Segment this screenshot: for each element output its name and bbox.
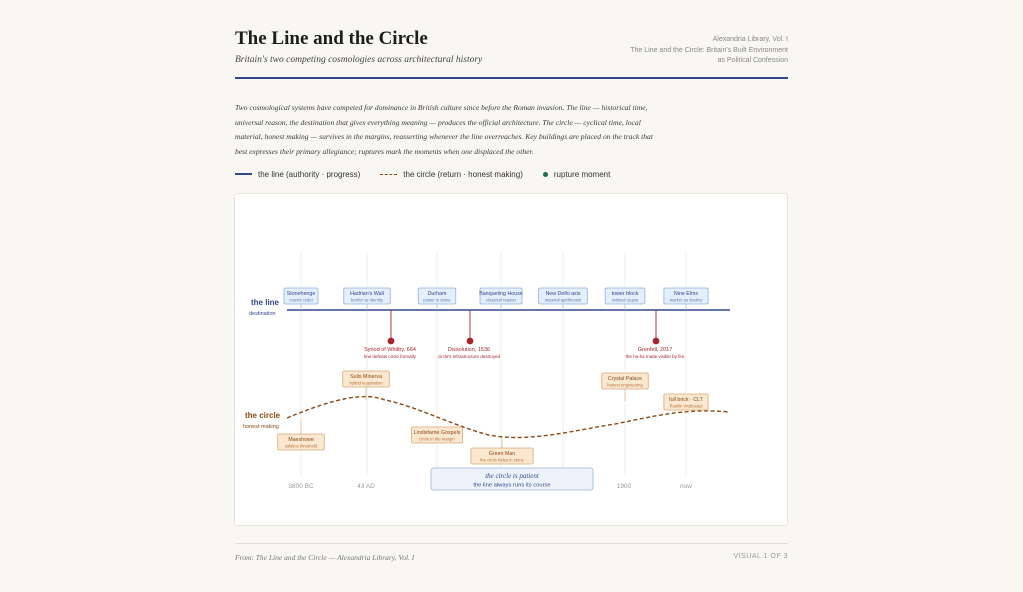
rupture-dot <box>388 338 395 345</box>
timeline-diagram <box>235 194 788 526</box>
legend-line-swatch <box>235 173 252 175</box>
axis-tick-label: 3800 BC <box>288 483 314 490</box>
legend-item-rupture <box>543 170 610 179</box>
legend-rupture-dot <box>543 172 548 177</box>
quote-text: the circle is patient <box>485 472 539 480</box>
line-item-sub: border as identity <box>350 297 384 303</box>
line-item-sub: market as destiny <box>669 297 703 303</box>
line-item-name: Stonehenge <box>286 291 316 297</box>
rupture-label: Grenfell, 2017 <box>637 347 673 353</box>
footer-rule <box>235 543 788 544</box>
circle-item-name: Crystal Palace <box>607 376 643 382</box>
footer-source: From: The Line and the Circle — Alexandria Library, Vol. I <box>235 553 415 562</box>
rupture-label: Synod of Whitby, 664 <box>364 347 416 353</box>
axis-tick-label: now <box>680 483 692 490</box>
circle-item-name: full brick · CLT <box>669 397 703 403</box>
circle-item-name: Lindisfarne Gospels <box>413 430 461 436</box>
meta-line: as Political Confession <box>717 57 788 64</box>
line-item-name: Banqueting House <box>479 291 523 297</box>
circle-item-sub: hybrid negotiation <box>349 380 383 386</box>
circle-item-sub: solstice threshold <box>284 443 318 449</box>
legend-circle-swatch <box>380 174 397 175</box>
line-item-sub: power in stone <box>423 297 451 303</box>
rupture-sublabel: line defeats circle formally <box>364 354 416 359</box>
footer-page-indicator: VISUAL 1 OF 3 <box>733 553 788 560</box>
publication-meta <box>630 35 788 67</box>
meta-line: The Line and the Circle: Britain's Built Environment <box>630 46 788 54</box>
line-item-sub: classical reason <box>486 297 516 303</box>
circle-track-sublabel: honest making <box>243 424 279 430</box>
line-item-name: New Delhi axis <box>545 291 581 297</box>
page-subtitle: Britain's two competing cosmologies across architectural history <box>235 55 483 65</box>
line-item-name: Nine Elms <box>673 291 699 297</box>
circle-item-sub: circle in the margin <box>419 436 455 442</box>
legend-label: the circle (return · honest making) <box>403 169 523 179</box>
intro-paragraph: Two cosmological systems have competed for dominance in British culture since before the Roman invasion. The line — historical time, universal reason, the destination that gives everything meaning — produces the official architecture. The circle — cyclical time, local material, honest making — survives in the margins, reasserting whenever the line overreaches. Key buildings are placed on the track that best expresses their primary allegiance; ruptures mark the moments when one displaced the other. <box>235 103 653 156</box>
line-track-sublabel: destination <box>249 311 276 317</box>
circle-item-sub: honest engineering <box>607 382 643 388</box>
line-item-name: tower block <box>611 291 639 297</box>
rupture-sublabel: circle's infrastructure destroyed <box>437 354 501 359</box>
axis-tick-label: 1900 <box>616 483 632 490</box>
line-item-sub: imperial apotheosis <box>544 297 582 303</box>
line-item-name: Durham <box>427 291 447 297</box>
circle-track-label: the circle <box>245 411 281 420</box>
axis-tick-label: 43 AD <box>357 483 375 490</box>
legend-label: rupture moment <box>553 169 611 179</box>
line-item-name: Hadrian's Wall <box>350 291 384 297</box>
quote-subtext: the line always runs its course <box>473 482 551 489</box>
circle-item-name: Maeshowe <box>288 437 314 443</box>
legend <box>235 168 630 180</box>
meta-line: Alexandria Library, Vol. I <box>712 36 788 43</box>
rupture-dot <box>467 338 474 345</box>
rupture-label: Dissolution, 1536 <box>447 347 491 353</box>
rupture-sublabel: the ha-ha made visible by fire <box>625 354 685 359</box>
circle-item-sub: Ruskin vindicated <box>669 403 703 409</box>
rupture-dot <box>653 338 660 345</box>
line-item-sub: rational utopia <box>611 297 639 303</box>
page-title: The Line and the Circle <box>235 28 428 49</box>
line-track-label: the line <box>251 298 280 307</box>
line-item-sub: cosmic order <box>289 297 313 303</box>
legend-item-circle <box>380 170 523 179</box>
diagram-panel <box>234 193 788 526</box>
circle-item-name: Green Man <box>488 451 516 457</box>
legend-item-line <box>235 170 360 179</box>
circle-item-name: Sulis Minerva <box>350 374 382 380</box>
circle-item-sub: the circle hides in stone <box>480 457 524 463</box>
header-rule <box>235 77 788 79</box>
legend-label: the line (authority · progress) <box>258 169 361 179</box>
